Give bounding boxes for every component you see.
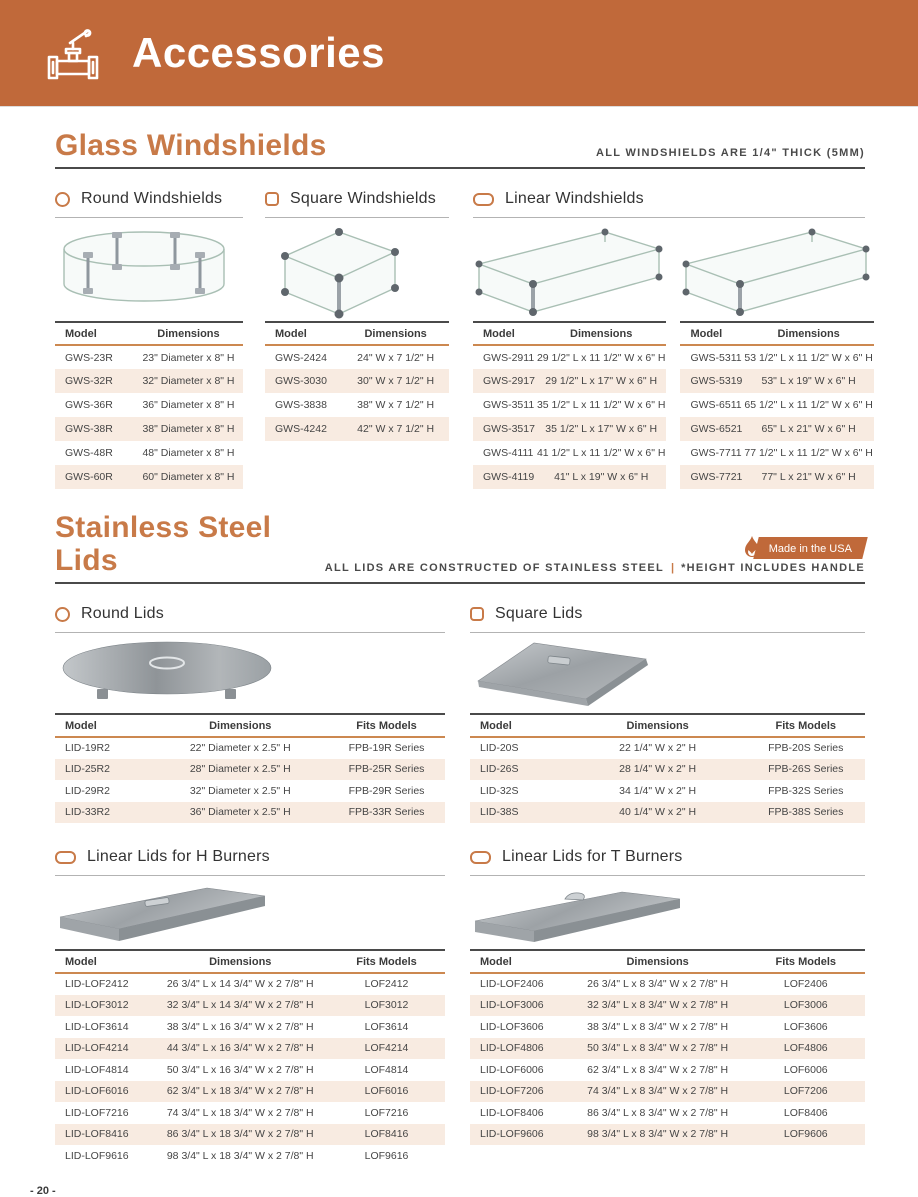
table-row: [265, 393, 449, 417]
column-header: Dimensions: [153, 950, 329, 973]
column-header: Dimensions: [569, 714, 747, 737]
table-row: [55, 1102, 445, 1124]
table-row: [55, 369, 243, 393]
table-cell: LOF4806: [783, 1042, 828, 1055]
column-header: Model: [55, 714, 153, 737]
table-row: [470, 1124, 865, 1146]
table-row: [55, 465, 243, 489]
table-cell: FPB-25R Series: [348, 763, 425, 776]
round-windshields-title-row: [55, 189, 243, 218]
table-cell: LOF6016: [364, 1085, 409, 1098]
table-header-row: [265, 322, 449, 345]
table-cell: 36" Diameter x 8" H: [142, 399, 235, 411]
table-header-row: [55, 714, 445, 737]
linear-windshields-right: [680, 218, 873, 489]
table-cell: LOF9616: [364, 1149, 409, 1162]
table-row: [473, 345, 666, 369]
linear-windshields-section: [473, 189, 873, 489]
column-header: Dimensions: [569, 950, 747, 973]
table-cell: 24" W x 7 1/2" H: [357, 351, 435, 364]
square-windshields-table: [265, 321, 449, 441]
round-lids-title: Round Lids: [81, 605, 164, 622]
table-cell: 26 3/4" L x 8 3/4" W x 2 7/8" H: [587, 978, 729, 991]
round-windshields-table: [55, 321, 243, 489]
table-row: [473, 369, 666, 393]
table-cell: 22 1/4" W x 2" H: [619, 742, 697, 755]
column-header: Model: [473, 322, 536, 345]
table-row: [680, 417, 873, 441]
column-header: Dimensions: [153, 714, 329, 737]
table-cell: 32" Diameter x 8" H: [142, 375, 235, 387]
table-cell: GWS-38R: [65, 423, 113, 435]
linear-lids-h-title: Linear Lids for H Burners: [87, 848, 270, 865]
table-row: [55, 345, 243, 369]
table-row: [55, 417, 243, 441]
table-cell: 26 3/4" L x 14 3/4" W x 2 7/8" H: [166, 978, 314, 991]
table-cell: 41" L x 19" W x 6" H: [554, 471, 649, 483]
table-cell: LOF7206: [783, 1085, 828, 1098]
square-lids-title-row: [470, 604, 865, 633]
table-row: [55, 737, 445, 759]
table-header-row: [473, 322, 666, 345]
linear-windshield-image: [473, 218, 666, 321]
column-header: Dimensions: [743, 322, 874, 345]
table-cell: LID-LOF2412: [65, 978, 129, 991]
table-cell: 65" L x 21" W x 6" H: [761, 423, 856, 435]
table-cell: FPB-26S Series: [768, 763, 844, 776]
table-cell: 77 1/2" L x 11 1/2" W x 6" H: [744, 447, 873, 459]
round-shape-icon: [55, 607, 70, 622]
table-cell: GWS-7721: [690, 471, 743, 483]
table-cell: 86 3/4" L x 18 3/4" W x 2 7/8" H: [166, 1128, 314, 1141]
table-cell: 62 3/4" L x 18 3/4" W x 2 7/8" H: [166, 1085, 314, 1098]
round-lids-title-row: [55, 604, 445, 633]
table-cell: 40 1/4" W x 2" H: [619, 806, 697, 819]
round-windshields-section: [55, 189, 243, 489]
table-cell: GWS-7711: [690, 447, 742, 459]
square-windshields-title-row: [265, 189, 449, 218]
table-cell: GWS-5311: [690, 351, 742, 364]
square-windshield-image: [265, 218, 449, 321]
table-row: [470, 995, 865, 1017]
table-row: [680, 465, 873, 489]
table-row: [680, 345, 873, 369]
table-cell: 29 1/2" L x 17" W x 6" H: [545, 375, 658, 387]
table-row: [55, 1038, 445, 1060]
table-cell: 42" W x 7 1/2" H: [357, 423, 435, 435]
table-row: [55, 1016, 445, 1038]
column-header: Dimensions: [342, 322, 449, 345]
linear-lids-t-table: [470, 949, 865, 1145]
table-row: [680, 369, 873, 393]
table-cell: FPB-29R Series: [348, 784, 425, 797]
linear-shape-icon: [470, 851, 491, 864]
round-windshields-title: Round Windshields: [81, 190, 223, 207]
table-cell: LOF7216: [364, 1106, 409, 1119]
table-cell: GWS-3517: [483, 423, 535, 435]
table-row: [470, 737, 865, 759]
table-cell: LID-LOF3006: [480, 999, 544, 1012]
column-header: Fits Models: [328, 714, 445, 737]
table-cell: 50 3/4" L x 16 3/4" W x 2 7/8" H: [166, 1063, 314, 1076]
table-cell: GWS-32R: [65, 375, 113, 387]
table-cell: GWS-36R: [65, 399, 113, 411]
table-cell: GWS-4119: [483, 471, 535, 483]
table-row: [470, 1081, 865, 1103]
table-cell: GWS-5319: [690, 375, 743, 387]
stainless-lids-heading: Stainless Steel Lids: [55, 511, 272, 577]
table-row: [680, 393, 873, 417]
table-row: [55, 1081, 445, 1103]
made-in-usa-label: Made in the USA: [768, 543, 852, 555]
table-row: [265, 417, 449, 441]
table-cell: LOF6006: [783, 1063, 828, 1076]
stainless-lids-header: [55, 511, 865, 584]
table-cell: LOF8406: [783, 1106, 828, 1119]
table-row: [55, 973, 445, 995]
column-header: Model: [470, 950, 569, 973]
table-cell: 86 3/4" L x 8 3/4" W x 2 7/8" H: [587, 1106, 729, 1119]
table-row: [55, 1124, 445, 1146]
table-cell: LID-LOF6016: [65, 1085, 129, 1098]
lids-note: ALL LIDS ARE CONSTRUCTED OF STAINLESS STEEL: [324, 562, 665, 574]
table-cell: LID-LOF8416: [65, 1128, 129, 1141]
table-cell: LID-32S: [480, 784, 519, 797]
table-cell: LID-LOF9616: [65, 1149, 129, 1162]
table-cell: 35 1/2" L x 17" W x 6" H: [545, 423, 658, 435]
table-row: [473, 393, 666, 417]
table-cell: 28" Diameter x 2.5" H: [189, 763, 291, 776]
table-cell: 50 3/4" L x 8 3/4" W x 2 7/8" H: [587, 1042, 729, 1055]
table-cell: 98 3/4" L x 18 3/4" W x 2 7/8" H: [166, 1149, 314, 1162]
table-cell: GWS-23R: [65, 351, 113, 364]
made-in-usa-badge: [742, 535, 865, 559]
linear-lid-h-image: [55, 876, 445, 949]
lids-note-bold: *HEIGHT INCLUDES HANDLE: [681, 562, 865, 574]
table-cell: 38" W x 7 1/2" H: [357, 399, 435, 411]
page-number: - 20 -: [30, 1184, 56, 1197]
page-title: Accessories: [132, 29, 386, 76]
column-header: Fits Models: [328, 950, 445, 973]
page-header: [0, 0, 918, 107]
linear-windshields-pair: [473, 218, 873, 489]
table-cell: LOF4814: [364, 1063, 409, 1076]
table-cell: 65 1/2" L x 11 1/2" W x 6" H: [744, 399, 873, 411]
table-cell: 32 3/4" L x 8 3/4" W x 2 7/8" H: [587, 999, 729, 1012]
table-cell: GWS-6521: [690, 423, 743, 435]
square-lid-image: [470, 633, 865, 713]
table-cell: LOF3012: [364, 999, 409, 1012]
table-cell: LID-LOF7216: [65, 1106, 129, 1119]
table-cell: FPB-38S Series: [768, 806, 844, 819]
table-cell: 74 3/4" L x 8 3/4" W x 2 7/8" H: [587, 1085, 729, 1098]
table-cell: FPB-19R Series: [348, 742, 425, 755]
table-cell: LOF3006: [783, 999, 828, 1012]
table-row: [55, 441, 243, 465]
table-cell: LID-20S: [480, 742, 519, 755]
table-cell: 41 1/2" L x 11 1/2" W x 6" H: [536, 447, 666, 459]
linear-lids-h-title-row: [55, 847, 445, 876]
table-row: [470, 802, 865, 824]
table-row: [473, 441, 666, 465]
table-cell: LID-LOF8406: [480, 1106, 544, 1119]
square-lids-table: [470, 713, 865, 823]
table-cell: FPB-33R Series: [348, 806, 425, 819]
table-cell: 28 1/4" W x 2" H: [619, 763, 697, 776]
table-row: [470, 780, 865, 802]
table-cell: 32 3/4" L x 14 3/4" W x 2 7/8" H: [166, 999, 314, 1012]
table-cell: LOF9606: [783, 1128, 828, 1141]
table-cell: LID-LOF4814: [65, 1063, 129, 1076]
table-cell: 53" L x 19" W x 6" H: [761, 375, 856, 387]
table-cell: 38" Diameter x 8" H: [142, 423, 235, 435]
windshield-columns: [55, 189, 873, 489]
table-cell: LID-LOF4214: [65, 1042, 129, 1055]
linear-lids-t-section: [470, 847, 865, 1167]
table-cell: LID-26S: [480, 763, 519, 776]
table-cell: LID-LOF3012: [65, 999, 129, 1012]
table-cell: GWS-3838: [275, 399, 327, 411]
table-cell: 44 3/4" L x 16 3/4" W x 2 7/8" H: [166, 1042, 314, 1055]
table-row: [55, 759, 445, 781]
table-cell: LID-19R2: [65, 742, 110, 755]
table-cell: 38 3/4" L x 16 3/4" W x 2 7/8" H: [166, 1020, 314, 1033]
column-header: Model: [265, 322, 342, 345]
glass-windshields-header: [55, 129, 865, 169]
table-cell: LID-LOF6006: [480, 1063, 544, 1076]
table-cell: LOF3614: [364, 1020, 409, 1033]
square-shape-icon: [470, 607, 484, 621]
table-cell: GWS-2917: [483, 375, 535, 387]
table-cell: LID-LOF4806: [480, 1042, 544, 1055]
table-cell: FPB-20S Series: [768, 742, 844, 755]
table-cell: LID-LOF3606: [480, 1020, 544, 1033]
linear-lids-t-title-row: [470, 847, 865, 876]
table-cell: FPB-32S Series: [768, 784, 844, 797]
square-windshields-title: Square Windshields: [290, 190, 436, 207]
table-cell: LID-LOF9606: [480, 1128, 544, 1141]
round-windshield-image: [55, 218, 243, 321]
table-cell: LID-LOF7206: [480, 1085, 544, 1098]
table-header-row: [55, 322, 243, 345]
table-cell: 23" Diameter x 8" H: [142, 351, 235, 364]
column-header: Model: [470, 714, 569, 737]
table-row: [680, 441, 873, 465]
lids-note-row: [325, 562, 865, 577]
lids-row-2: [55, 847, 865, 1167]
table-cell: GWS-4242: [275, 423, 327, 435]
column-header: Model: [55, 950, 153, 973]
round-lid-image: [55, 633, 445, 713]
column-header: Dimensions: [536, 322, 667, 345]
square-shape-icon: [265, 192, 279, 206]
table-cell: LOF4214: [364, 1042, 409, 1055]
square-lids-section: [470, 604, 865, 823]
column-header: Model: [55, 322, 134, 345]
table-row: [55, 393, 243, 417]
lids-row-1: [55, 604, 865, 823]
round-lids-section: [55, 604, 445, 823]
table-cell: 62 3/4" L x 8 3/4" W x 2 7/8" H: [587, 1063, 729, 1076]
linear-lids-h-section: [55, 847, 445, 1167]
square-lids-title: Square Lids: [495, 605, 583, 622]
table-header-row: [680, 322, 873, 345]
table-row: [470, 973, 865, 995]
table-cell: 60" Diameter x 8" H: [142, 471, 235, 483]
table-row: [473, 417, 666, 441]
table-cell: 32" Diameter x 2.5" H: [189, 784, 291, 797]
table-cell: LOF2412: [364, 978, 409, 991]
lids-header-right: [325, 535, 865, 577]
table-cell: GWS-3030: [275, 375, 327, 387]
round-lids-table: [55, 713, 445, 823]
windshields-note: ALL WINDSHIELDS ARE 1/4" THICK (5MM): [596, 147, 865, 159]
table-cell: 98 3/4" L x 8 3/4" W x 2 7/8" H: [587, 1128, 729, 1141]
linear-windshields-table-left: [473, 321, 666, 489]
table-row: [55, 995, 445, 1017]
table-cell: LOF8416: [364, 1128, 409, 1141]
column-header: Fits Models: [747, 950, 866, 973]
glass-windshields-heading: Glass Windshields: [55, 129, 327, 162]
table-cell: 35 1/2" L x 11 1/2" W x 6" H: [536, 399, 666, 411]
table-cell: 53 1/2" L x 11 1/2" W x 6" H: [744, 351, 873, 364]
note-separator: |: [671, 562, 675, 574]
table-row: [55, 1145, 445, 1167]
table-row: [473, 465, 666, 489]
table-cell: 38 3/4" L x 8 3/4" W x 2 7/8" H: [587, 1020, 729, 1033]
round-shape-icon: [55, 192, 70, 207]
table-cell: GWS-48R: [65, 447, 113, 459]
valve-icon: [46, 24, 100, 82]
linear-windshields-left: [473, 218, 666, 489]
table-cell: LID-LOF2406: [480, 978, 544, 991]
table-row: [55, 1059, 445, 1081]
linear-shape-icon: [55, 851, 76, 864]
table-cell: 48" Diameter x 8" H: [142, 447, 235, 459]
table-header-row: [470, 714, 865, 737]
linear-lids-t-title: Linear Lids for T Burners: [502, 848, 683, 865]
table-row: [470, 759, 865, 781]
linear-windshields-table-right: [680, 321, 873, 489]
column-header: Dimensions: [134, 322, 243, 345]
table-cell: LID-38S: [480, 806, 519, 819]
linear-lid-t-image: [470, 876, 865, 949]
table-row: [470, 1102, 865, 1124]
table-row: [470, 1016, 865, 1038]
column-header: Fits Models: [747, 714, 866, 737]
table-cell: GWS-2911: [483, 351, 535, 364]
square-windshields-section: [265, 189, 449, 489]
table-row: [470, 1038, 865, 1060]
table-header-row: [470, 950, 865, 973]
table-cell: 36" Diameter x 2.5" H: [189, 806, 291, 819]
linear-windshield-image: [680, 218, 873, 321]
column-header: Model: [680, 322, 743, 345]
linear-lids-h-table: [55, 949, 445, 1167]
table-cell: 29 1/2" L x 11 1/2" W x 6" H: [536, 351, 666, 364]
table-cell: LID-25R2: [65, 763, 110, 776]
table-cell: 22" Diameter x 2.5" H: [189, 742, 291, 755]
table-cell: GWS-3511: [483, 399, 535, 411]
table-row: [470, 1059, 865, 1081]
table-row: [55, 780, 445, 802]
table-cell: 77" L x 21" W x 6" H: [761, 471, 856, 483]
linear-windshields-title: Linear Windshields: [505, 190, 644, 207]
table-cell: LID-33R2: [65, 806, 110, 819]
table-cell: GWS-6511: [690, 399, 742, 411]
table-cell: GWS-2424: [275, 351, 327, 364]
table-row: [265, 369, 449, 393]
table-cell: GWS-60R: [65, 471, 113, 483]
linear-shape-icon: [473, 193, 494, 206]
table-cell: LID-LOF3614: [65, 1020, 129, 1033]
table-row: [265, 345, 449, 369]
table-cell: LOF2406: [783, 978, 828, 991]
table-cell: 74 3/4" L x 18 3/4" W x 2 7/8" H: [166, 1106, 314, 1119]
table-cell: LOF3606: [783, 1020, 828, 1033]
linear-windshields-title-row: [473, 189, 865, 218]
table-cell: GWS-4111: [483, 447, 534, 459]
table-row: [55, 802, 445, 824]
table-cell: 30" W x 7 1/2" H: [357, 375, 435, 387]
table-header-row: [55, 950, 445, 973]
table-cell: LID-29R2: [65, 784, 110, 797]
table-cell: 34 1/4" W x 2" H: [619, 784, 697, 797]
